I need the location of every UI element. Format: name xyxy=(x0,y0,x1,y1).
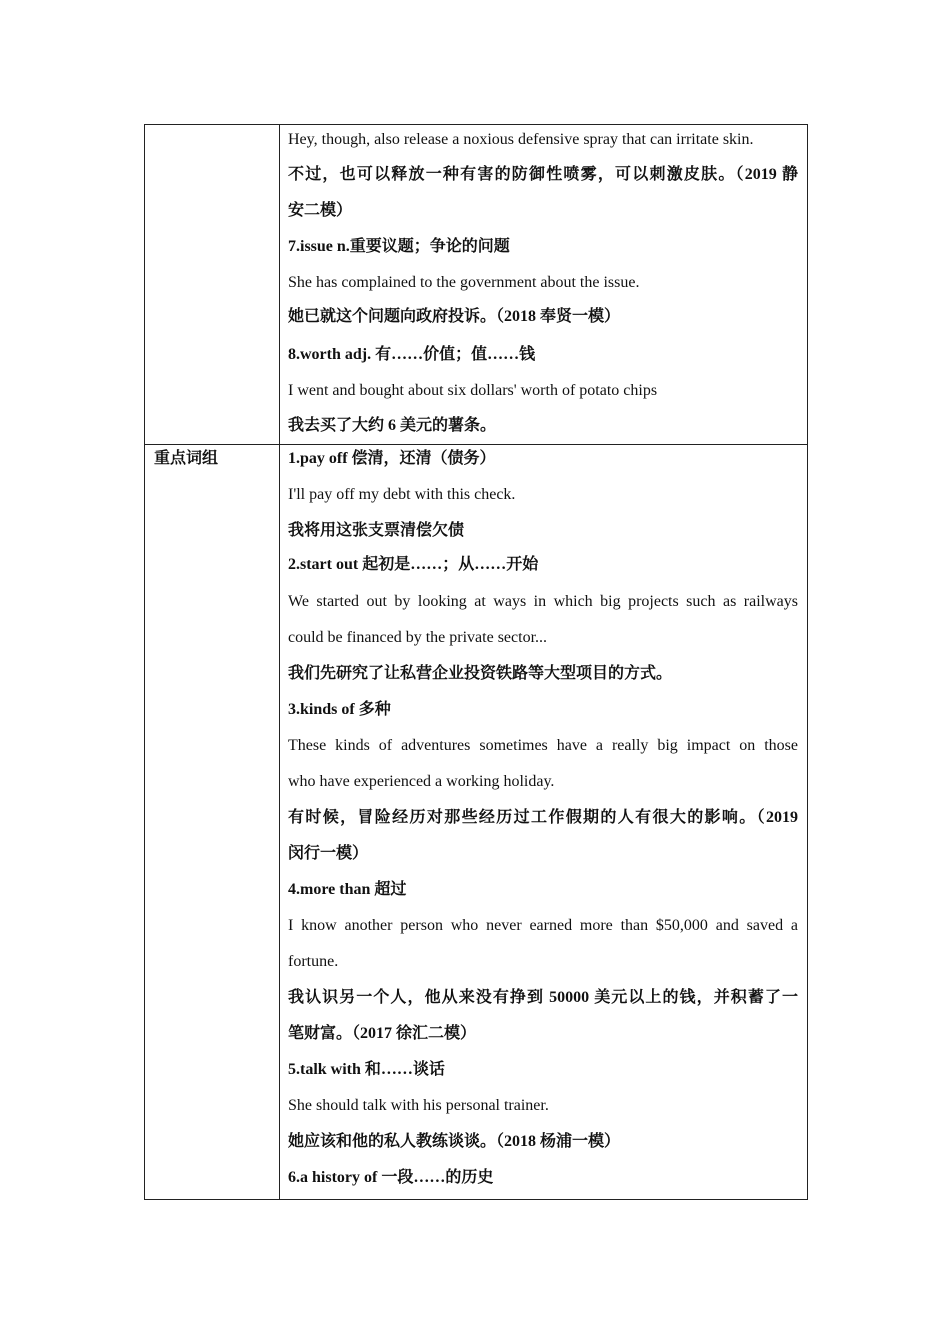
example-sentence-en: I went and bought about six dollars' worth of potato chips xyxy=(288,382,658,399)
example-sentence-en: I'll pay off my debt with this check. xyxy=(288,486,516,503)
content-cell xyxy=(280,445,808,1200)
example-sentence-en: She has complained to the government about the issue. xyxy=(288,274,640,291)
term-heading: 4.more than 超过 xyxy=(288,881,407,898)
example-translation-zh: 笔财富。（2017 徐汇二模） xyxy=(288,1025,477,1042)
category-label xyxy=(145,125,279,129)
term-heading: 1.pay off 偿清，还清（债务） xyxy=(288,450,496,467)
term-heading: 6.a history of 一段……的历史 xyxy=(288,1169,494,1186)
example-translation-zh: 不过，也可以释放一种有害的防御性喷雾，可以刺激皮肤。（2019 静 xyxy=(288,166,798,183)
term-heading: 5.talk with 和……谈话 xyxy=(288,1061,445,1078)
example-translation-zh: 我们先研究了让私营企业投资铁路等大型项目的方式。 xyxy=(288,665,673,682)
vocabulary-table xyxy=(144,124,808,1200)
example-sentence-en: We started out by looking at ways in which big projects such as railways xyxy=(288,593,798,610)
example-translation-zh: 我认识另一个人，他从来没有挣到 50000 美元以上的钱，并积蓄了一 xyxy=(288,989,798,1006)
example-sentence-en: could be financed by the private sector... xyxy=(288,629,548,646)
term-heading: 8.worth adj. 有……价值；值……钱 xyxy=(288,346,536,363)
category-cell xyxy=(145,445,280,1200)
table-row xyxy=(145,445,808,1200)
content-cell xyxy=(280,125,808,445)
term-heading: 3.kinds of 多种 xyxy=(288,701,391,718)
example-translation-zh: 闵行一模） xyxy=(288,845,369,862)
term-heading: 7.issue n.重要议题；争论的问题 xyxy=(288,238,510,255)
example-sentence-en: Hey, though, also release a noxious defensive spray that can irritate skin. xyxy=(288,131,754,148)
term-heading: 2.start out 起初是……；从……开始 xyxy=(288,556,539,573)
example-translation-zh: 我去买了大约 6 美元的薯条。 xyxy=(288,417,497,434)
example-translation-zh: 她已就这个问题向政府投诉。（2018 奉贤一模） xyxy=(288,308,621,325)
example-translation-zh: 我将用这张支票清偿欠债 xyxy=(288,522,465,539)
example-translation-zh: 安二模） xyxy=(288,202,353,219)
example-sentence-en: I know another person who never earned more than $50,000 and saved a xyxy=(288,917,798,934)
example-sentence-en: who have experienced a working holiday. xyxy=(288,773,555,790)
example-sentence-en: fortune. xyxy=(288,953,339,970)
example-sentence-en: These kinds of adventures sometimes have a really big impact on those xyxy=(288,737,798,754)
example-translation-zh: 她应该和他的私人教练谈谈。（2018 杨浦一模） xyxy=(288,1133,621,1150)
example-translation-zh: 有时候，冒险经历对那些经历过工作假期的人有很大的影响。（2019 xyxy=(288,809,798,826)
category-label: 重点词组 xyxy=(154,450,219,467)
table-row xyxy=(145,125,808,445)
category-cell xyxy=(145,125,280,445)
example-sentence-en: She should talk with his personal trainer. xyxy=(288,1097,549,1114)
